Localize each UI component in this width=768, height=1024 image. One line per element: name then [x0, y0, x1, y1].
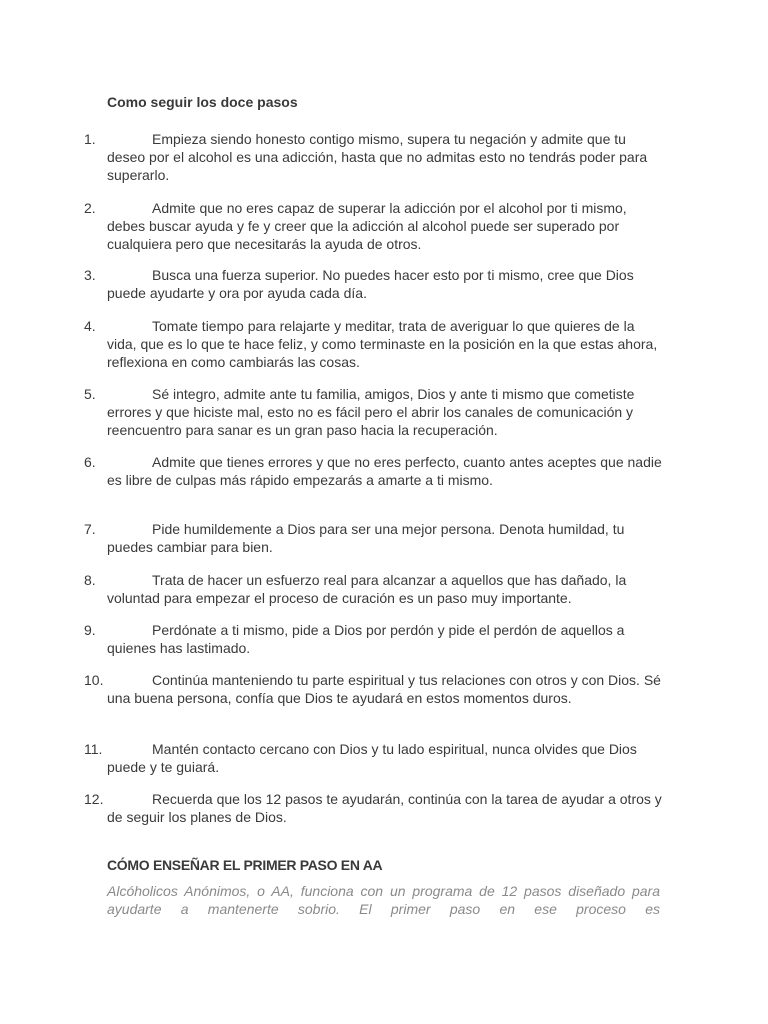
step-text: Sé integro, admite ante tu familia, amigos, Dios y ante ti mismo que cometiste errores y que hiciste mal, esto no es fácil pero el abrir los canales de comunicación y reencuentro para sanar es un gran paso hacia la recuperación.: [107, 386, 635, 438]
section-paragraph: Alcóholicos Anónimos, o AA, funciona con un programa de 12 pasos diseñado para ayudarte a mantenerte sobrio. El primer paso en ese proceso es: [107, 883, 660, 917]
step-text: Continúa manteniendo tu parte espiritual y tus relaciones con otros y con Dios. Sé una buena persona, confía que Dios te ayudará en estos momentos duros.: [107, 672, 661, 706]
step-number: 5.: [84, 386, 96, 402]
document-title: Como seguir los doce pasos: [107, 94, 298, 110]
step-text: Mantén contacto cercano con Dios y tu lado espiritual, nunca olvides que Dios puede y te guiará.: [107, 741, 637, 775]
step-text: Busca una fuerza superior. No puedes hacer esto por ti mismo, cree que Dios puede ayudarte y ora por ayuda cada día.: [107, 267, 634, 301]
step-text: Trata de hacer un esfuerzo real para alcanzar a aquellos que has dañado, la voluntad para empezar el proceso de curación es un paso muy importante.: [107, 572, 627, 606]
step-text: Recuerda que los 12 pasos te ayudarán, continúa con la tarea de ayudar a otros y de seguir los planes de Dios.: [107, 791, 662, 825]
step-number: 2.: [84, 200, 96, 216]
step-text: Pide humildemente a Dios para ser una mejor persona. Denota humildad, tu puedes cambiar para bien.: [107, 521, 625, 555]
step-number: 9.: [84, 622, 96, 638]
step-text: Admite que no eres capaz de superar la adicción por el alcohol por ti mismo, debes buscar ayuda y fe y creer que la adicción al alcohol puede ser superado por cualquiera pero que necesitarás la ayuda de otros.: [107, 200, 627, 252]
section-heading: CÓMO ENSEÑAR EL PRIMER PASO EN AA: [107, 857, 383, 873]
step-number: 4.: [84, 318, 96, 334]
step-text: Admite que tienes errores y que no eres perfecto, cuanto antes aceptes que nadie es libre de culpas más rápido empezarás a amarte a ti mismo.: [107, 454, 662, 488]
step-number: 11.: [84, 741, 103, 757]
step-number: 3.: [84, 267, 96, 283]
step-text: Empieza siendo honesto contigo mismo, supera tu negación y admite que tu deseo por el alcohol es una adicción, hasta que no admitas esto no tendrás poder para superarlo.: [107, 131, 648, 183]
step-text: Perdónate a ti mismo, pide a Dios por perdón y pide el perdón de aquellos a quienes has lastimado.: [107, 622, 625, 656]
step-number: 10.: [84, 672, 104, 688]
step-number: 12.: [84, 791, 104, 807]
step-text: Tomate tiempo para relajarte y meditar, trata de averiguar lo que quieres de la vida, que es lo que te hace feliz, y como terminaste en la posición en la que estas ahora, reflexiona en como cambiarás las cosas.: [107, 318, 658, 370]
step-number: 8.: [84, 572, 96, 588]
step-number: 6.: [84, 454, 96, 470]
step-number: 1.: [84, 131, 96, 147]
step-number: 7.: [84, 521, 96, 537]
